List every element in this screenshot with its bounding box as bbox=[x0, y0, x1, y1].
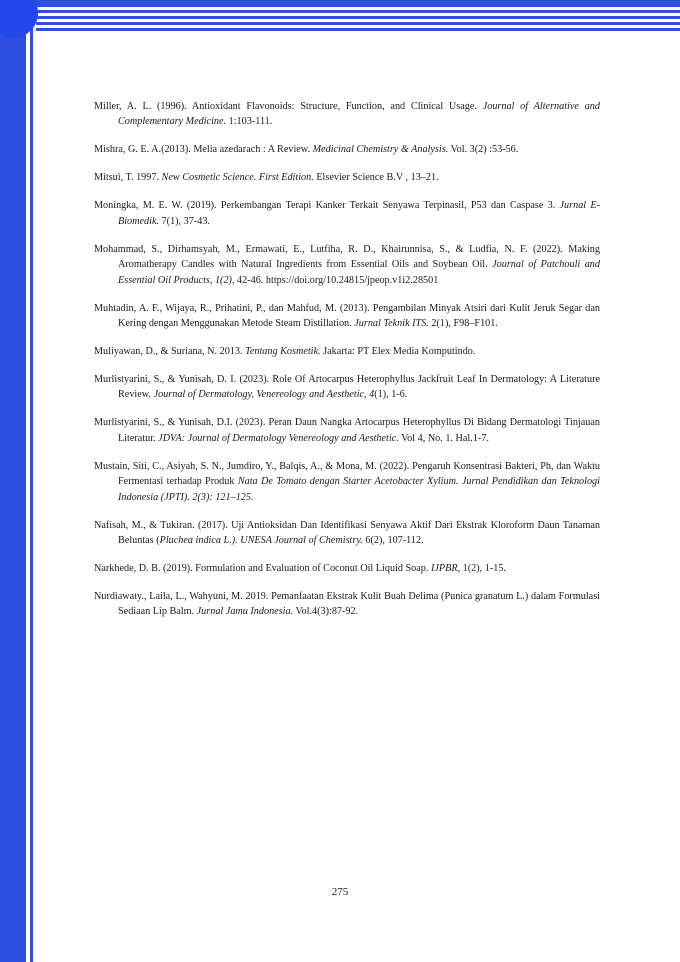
reference-entry: Mohammad, S., Dirhamsyah, M., Ermawati, E., Lutfiha, R. D., Khairunnisa, S., & Ludfia, N. F. (2022). Making Aromatherapy Candles with Natural Ingredients from Essential Oils and Soybean Oil. Journal of Patchouli and Essential Oil Products, 1(2), 42-46. https://doi.org/10.24815/jpeop.v1i2.28501 bbox=[94, 243, 600, 286]
reference-entry: Mustain, Siti, C., Asiyah, S. N., Jumdiro, Y., Balqis, A., & Mona, M. (2022). Pengaruh Konsentrasi Bakteri, Ph, dan Waktu Fermentasi terhadap Produk Nata De Tomato dengan Starter Acetobacter Xylium. Jurnal Pendidikan dan Teknologi Indonesia (JPTI). 2(3): 121–125. bbox=[94, 460, 600, 503]
reference-entry: Murlistyarini, S., & Yunisah, D. I. (2023). Role Of Artocarpus Heterophyllus Jackfruit Leaf In Dermatology: A Literature Review. Journal of Dermatology, Venereology and Aesthetic, 4(1), 1-6. bbox=[94, 374, 600, 401]
reference-entry: Murlistyarini, S., & Yunisah, D.I. (2023). Peran Daun Nangka Artocarpus Heterophyllus Di Bidang Dermatologi Tinjauan Literatur. JDVA: Journal of Dermatology Venereology and Aesthetic. Vol 4, No. 1. Hal.1-7. bbox=[94, 417, 600, 444]
reference-entry: Narkhede, D. B. (2019). Formulation and Evaluation of Coconut Oil Liquid Soap. IJPBR, 1(2), 1-15. bbox=[94, 563, 506, 575]
reference-entry: Nafisah, M., & Tukiran. (2017). Uji Antioksidan Dan Identifikasi Senyawa Aktif Dari Ekstrak Kloroform Daun Tanaman Beluntas (Pluchea indica L.). UNESA Journal of Chemistry. 6(2), 107-112. bbox=[94, 519, 600, 547]
reference-entry: Moningka, M. E. W. (2019). Perkembangan Terapi Kanker Terkait Senyawa Terpinasil, P53 dan Caspase 3. Jurnal E-Biomedik. 7(1), 37-43. bbox=[94, 200, 600, 227]
reference-entry: Muhtadin, A. F., Wijaya, R., Prihatini, P., dan Mahfud, M. (2013). Pengambilan Minyak Atsiri dari Kulit Jeruk Segar dan Kering dengan Menggunakan Metode Steam Distillation. Jurnal Teknik ITS. 2(1), F98–F101. bbox=[94, 302, 600, 330]
page-number: 275 bbox=[331, 886, 349, 898]
reference-entry: Muliyawan, D., & Suriana, N. 2013. Tentang Kosmetik. Jakarta: PT Elex Media Komputindo. bbox=[94, 346, 476, 358]
reference-entry: Nurdiawaty., Laila, L., Wahyuni, M. 2019. Pemanfaatan Ekstrak Kulit Buah Delima (Punica granatum L.) dalam Formulasi Sediaan Lip Balm. Jurnal Jamu Indonesia. Vol.4(3):87-92. bbox=[94, 591, 600, 618]
reference-list bbox=[94, 99, 600, 632]
reference-entry: Miller, A. L. (1996). Antioxidant Flavonoids: Structure, Function, and Clinical Usage. Journal of Alternative and Complementary Medicine. 1:103-111. bbox=[94, 101, 600, 128]
reference-entry: Mitsui, T. 1997. New Cosmetic Science. First Edition. Elsevier Science B.V , 13–21. bbox=[94, 172, 439, 184]
reference-entry: Mishra, G. E. A.(2013). Melia azedarach : A Review. Medicinal Chemistry & Analysis. Vol. 3(2) :53-56. bbox=[94, 144, 519, 156]
